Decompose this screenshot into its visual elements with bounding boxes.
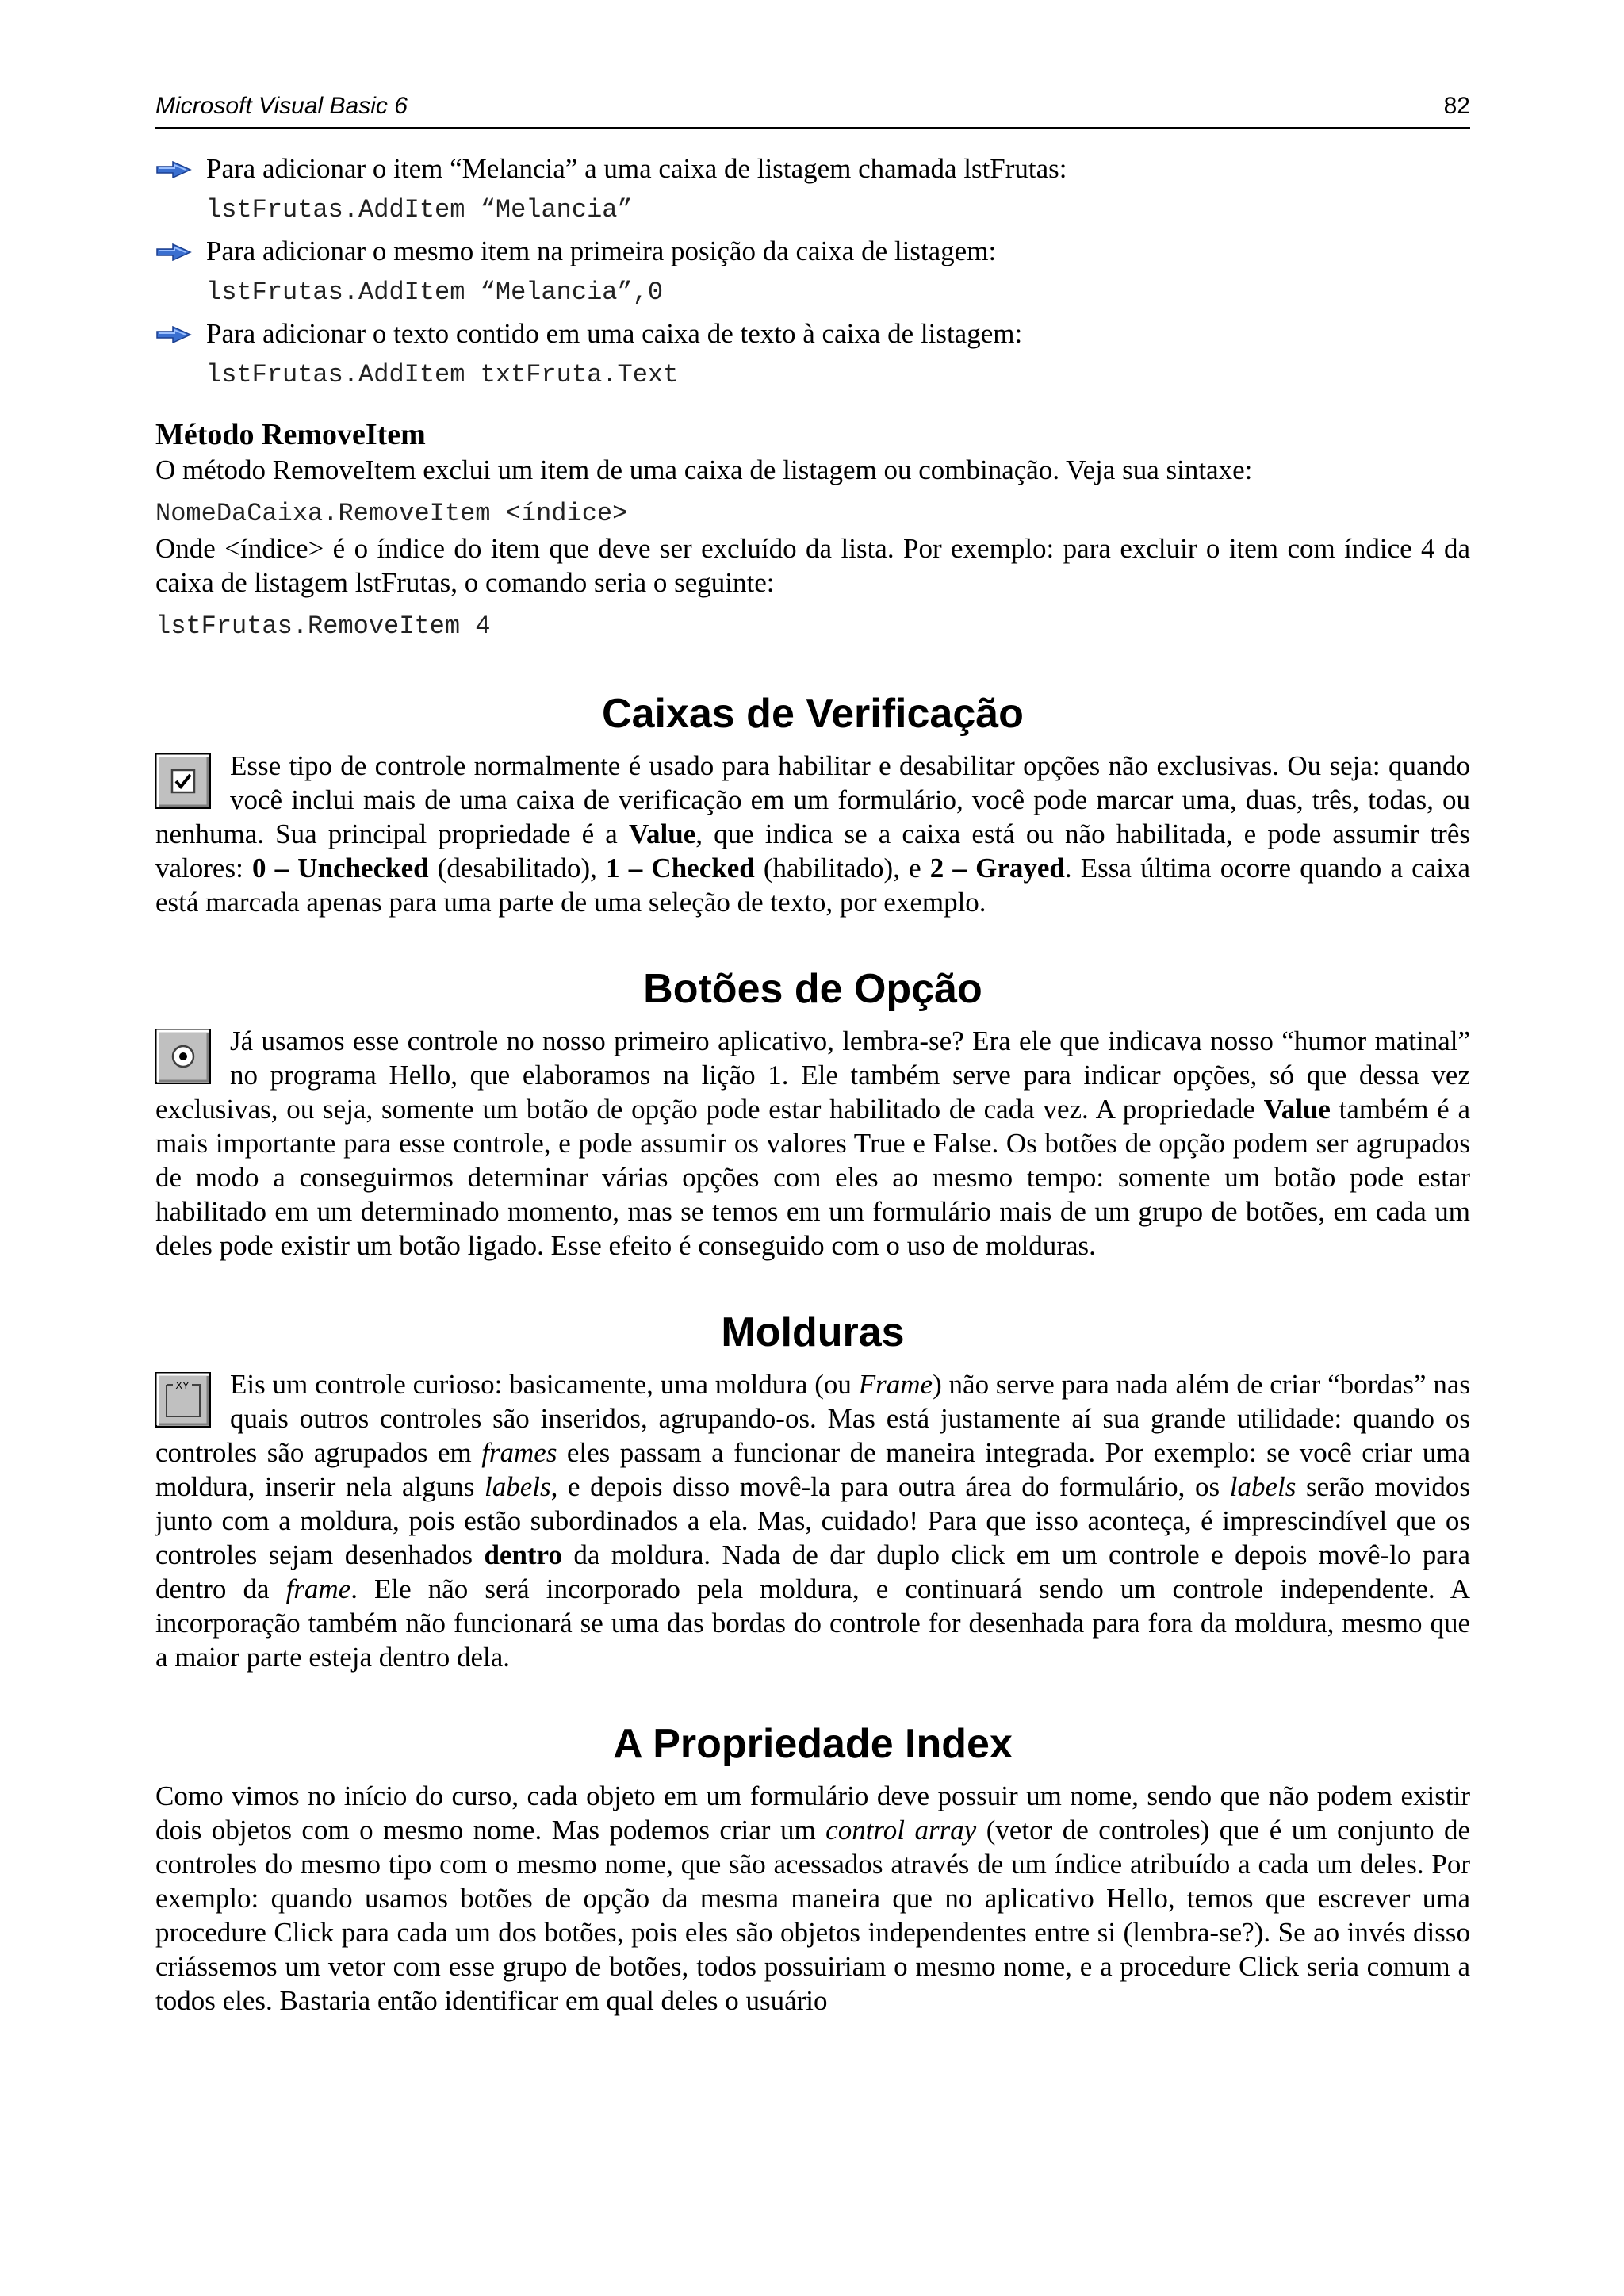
text-run: (desabilitado), xyxy=(428,853,607,884)
frame-control-icon xyxy=(155,1372,211,1428)
text-run: serão movidos junto com a moldura, pois estão subordinados a ela. Mas, cuidado! Para que isso aconteça, é imprescindível que os controles sejam desenhados xyxy=(155,1471,1470,1570)
page-content xyxy=(155,92,1470,2018)
paragraph xyxy=(155,1367,1470,1674)
text-run: também é a mais importante para esse controle, e pode assumir os valores True e False. Os botões de opção podem ser agrupados de modo a conseguirmos determinar várias opções com eles ao mesmo tempo: somente um botão pode estar habilitado em um determinado momento, mas se temos em um formulário mais de um grupo de botões, em cada um deles pode existir um botão ligado. Esse efeito é conseguido com o uso de molduras. xyxy=(155,1094,1471,1261)
emphasis: frame xyxy=(285,1573,351,1604)
running-header xyxy=(155,92,1470,129)
text-run: . Ele não será incorporado pela moldura, e continuará sendo um controle independente. A incorporação também não funcionará se uma das bordas do controle for desenhada para fora da moldura, mesmo que a maior parte esteja dentro dela. xyxy=(155,1573,1471,1673)
text-run: ) não serve para nada além de criar “bordas” nas quais outros controles são inseridos, agrupando-os. Mas está justamente aí sua grande utilidade: quando os controles são agrupados em xyxy=(155,1369,1470,1468)
text-run: da moldura. Nada de dar duplo click em um controle e depois movê-lo para dentro da xyxy=(155,1539,1471,1604)
keyword: 0 – Unchecked xyxy=(251,853,429,884)
keyword: 1 – Checked xyxy=(606,853,755,884)
keyword: Value xyxy=(628,818,696,849)
code-line: lstFrutas.AddItem “Melancia” xyxy=(206,195,633,224)
text-run: Eis um controle curioso: basicamente, uma moldura (ou xyxy=(230,1369,859,1400)
emphasis: labels xyxy=(484,1471,551,1502)
emphasis: Frame xyxy=(858,1369,933,1400)
bullet-item xyxy=(155,316,1470,393)
arrow-bullet-icon xyxy=(155,326,192,343)
code-line: lstFrutas.AddItem txtFruta.Text xyxy=(206,360,679,389)
text-run: (vetor de controles) que é um conjunto de controles do mesmo tipo com o mesmo nome, que são acessados através de um índice atribuído a cada um deles. Por exemplo: quando usamos botões de opção da mesma maneira que no aplicativo Hello, temos que escrever uma procedure Click para cada um dos botões, pois eles são objetos independentes entre si (lembra-se?). Se ao invés disso criássemos um vetor com esse grupo de botões, todos possuiriam o mesmo nome, e a procedure Click seria comum a todos eles. Bastaria então identificar em qual deles o usuário xyxy=(155,1815,1470,2016)
keyword: dentro xyxy=(484,1539,562,1570)
text-run: eles passam a funcionar de maneira integrada. Por exemplo: se você criar uma moldura, inserir nela alguns xyxy=(155,1437,1470,1502)
paragraph xyxy=(155,749,1470,919)
page-number: 82 xyxy=(1443,93,1470,119)
keyword: Value xyxy=(1263,1094,1331,1125)
code-line: NomeDaCaixa.RemoveItem <índice> xyxy=(155,499,628,528)
section-title: A Propriedade Index xyxy=(613,1721,1013,1767)
emphasis: frames xyxy=(481,1437,557,1468)
paragraph: Onde <índice> é o índice do item que deve ser excluído da lista. Por exemplo: para excluir o item com índice 4 da caixa de listagem lstFrutas, o comando seria o seguinte: xyxy=(155,533,1470,598)
bullet-item xyxy=(155,151,1470,228)
text-run: Como vimos no início do curso, cada objeto em um formulário deve possuir um nome, sendo que não podem existir dois objetos com o mesmo nome. Mas podemos criar um xyxy=(155,1780,1470,1846)
section-title: Botões de Opção xyxy=(643,966,982,1012)
option-button-control-icon xyxy=(155,1029,211,1084)
bullet-text: Para adicionar o item “Melancia” a uma caixa de listagem chamada lstFrutas: xyxy=(206,153,1067,184)
bullet-text: Para adicionar o mesmo item na primeira posição da caixa de listagem: xyxy=(206,236,997,266)
paragraph xyxy=(155,1779,1470,2018)
paragraph: O método RemoveItem exclui um item de uma caixa de listagem ou combinação. Veja sua sintaxe: xyxy=(155,454,1253,485)
code-line: lstFrutas.RemoveItem 4 xyxy=(155,611,491,641)
bullet-item xyxy=(155,234,1470,310)
paragraph xyxy=(155,1024,1470,1263)
keyword: 2 – Grayed xyxy=(929,853,1065,884)
bullet-text: Para adicionar o texto contido em uma caixa de texto à caixa de listagem: xyxy=(206,318,1023,349)
emphasis: labels xyxy=(1229,1471,1297,1502)
text-run: , que indica se a caixa está ou não habilitada, e pode assumir três valores: xyxy=(155,818,1470,884)
checkbox-control-icon xyxy=(155,753,211,809)
subsection-heading: Método RemoveItem xyxy=(155,418,426,451)
text-run: (habilitado), e xyxy=(754,853,930,884)
arrow-bullet-icon xyxy=(155,243,192,261)
document-title: Microsoft Visual Basic 6 xyxy=(155,93,408,119)
text-run: Esse tipo de controle normalmente é usado para habilitar e desabilitar opções não exclusivas. Ou seja: quando você inclui mais de uma caixa de verificação em um formulário, você pode marcar uma, duas, três, todas, ou nenhuma. Sua principal propriedade é a xyxy=(155,750,1470,849)
text-run: Já usamos esse controle no nosso primeiro aplicativo, lembra-se? Era ele que indicava nosso “humor matinal” no programa Hello, que elaboramos na lição 1. Ele também serve para indicar opções, só que dessa vez exclusivas, ou seja, somente um botão de opção pode estar habilitado de cada vez. A propriedade xyxy=(155,1025,1470,1125)
text-run: . Essa última ocorre quando a caixa está marcada apenas para uma parte de uma seleção de texto, por exemplo. xyxy=(155,853,1470,918)
arrow-bullet-icon xyxy=(155,161,192,178)
text-run: , e depois disso movê-la para outra área do formulário, os xyxy=(550,1471,1230,1502)
frame-icon-caption: XY xyxy=(175,1379,190,1391)
section-title: Caixas de Verificação xyxy=(602,691,1024,737)
code-line: lstFrutas.AddItem “Melancia”,0 xyxy=(206,278,664,307)
section-title: Molduras xyxy=(721,1309,905,1355)
emphasis: control array xyxy=(825,1815,977,1846)
